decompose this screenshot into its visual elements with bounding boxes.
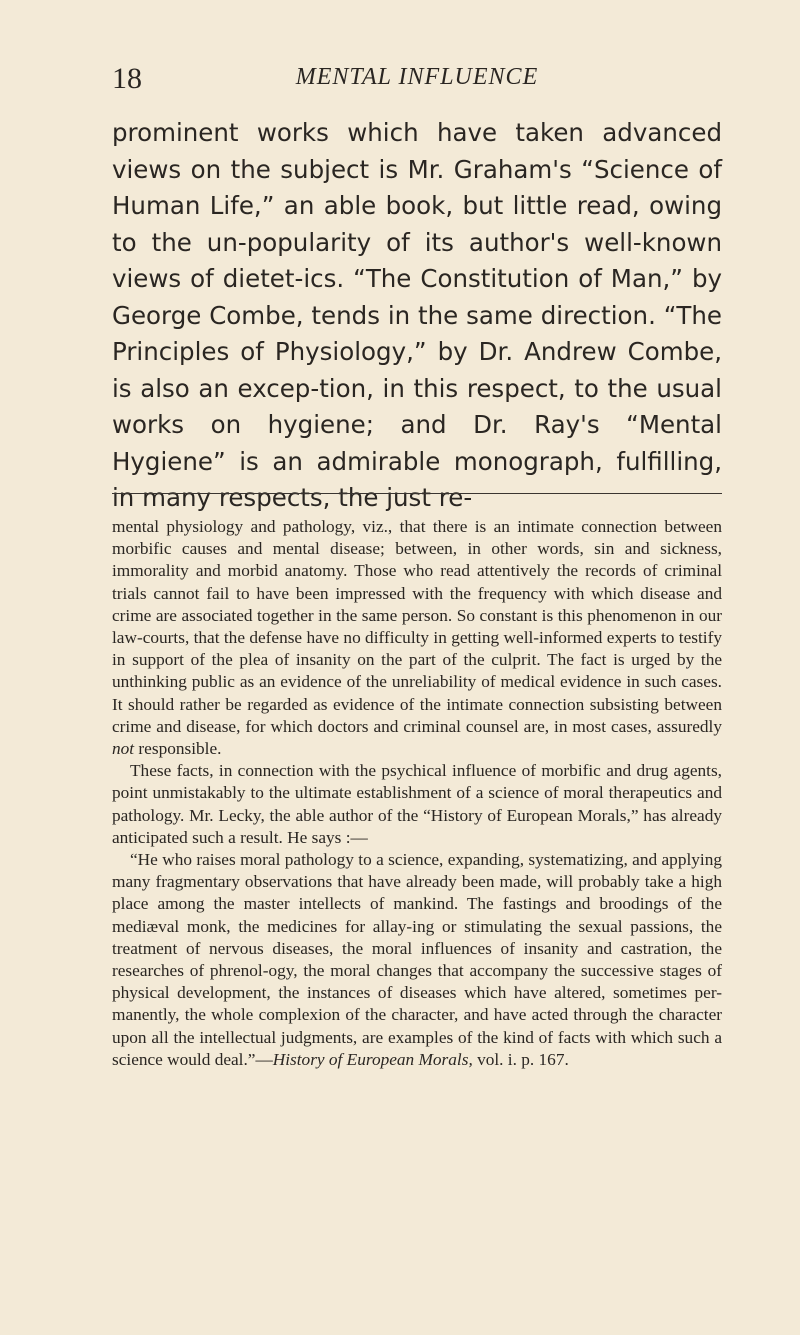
footnote [112,516,722,1071]
footnote-paragraph-2: These facts, in connection with the psychical influence of morbific and drug agents, point unmistakably to the ultimate establishment of a science of moral therapeutics and pathology. Mr. Lecky, the able author of the “History of European Morals,” has already anticipated such a result. He says :— [112,761,722,847]
page-number: 18 [112,62,142,95]
footnote-p1-emphasis: not [112,739,135,759]
citation-title: History of European Morals, [272,1049,473,1069]
footnote-p1-end: responsible. [134,739,222,759]
footnote-p1-text: mental physiology and pathology, viz., that there is an intimate connection between morbific causes and mental disease; between, in other words, sin and sickness, immorality and morbid anatomy. Those who read attentively the records of criminal trials cannot fail to have been impressed with the frequency with which disease and crime are associated together in the same person. So constant is this phenomenon in our law-courts, that the defense have no difficulty in getting well-informed experts to testify in support of the plea of insanity on the part of the culprit. The fact is urged by the unthinking public as an evidence of the unreliability of medical evidence in such cases. It should rather be regarded as evidence of the intimate connection subsisting between crime and disease, for which doctors and criminal counsel are, in most cases, assuredly [112,517,722,736]
quote-text: “He who raises moral pathology to a science, expanding, systematizing, and applying many fragmentary observations that have already been made, will probably take a high place among the master intellects of mankind. The fastings and broodings of the mediæval monk, the medicines for allay-ing or stimulating the sexual passions, the treatment of nervous diseases, the moral influences of insanity and castration, the researches of phrenol-ogy, the moral changes that accompany the successive stages of physical development, the instances of diseases which have altered, sometimes per-manently, the whole complexion of the character, and have acted through the character upon all the intellectual judgments, are examples of the kind of facts with which such a science would deal.”— [112,850,722,1069]
main-text: prominent works which have taken advanced views on the subject is Mr. Graham's “Science of Human Life,” an able book, but little read, owing to the un-popularity of its author's well-known views of dietet-ics. “The Constitution of Man,” by George Combe, tends in the same direction. “The Principles of Physiology,” by Dr. Andrew Combe, is also an excep-tion, in this respect, to the usual works on hygiene; and Dr. Ray's “Mental Hygiene” is an admirable monograph, fulfilling, in many respects, the just re- [112,118,722,512]
page-header [112,62,722,102]
citation-ref: vol. i. p. 167. [472,1049,569,1069]
footnote-divider [112,493,722,494]
footnote-quote [112,849,722,1071]
running-title: MENTAL INFLUENCE [295,64,539,90]
footnote-paragraph-1 [112,516,722,760]
